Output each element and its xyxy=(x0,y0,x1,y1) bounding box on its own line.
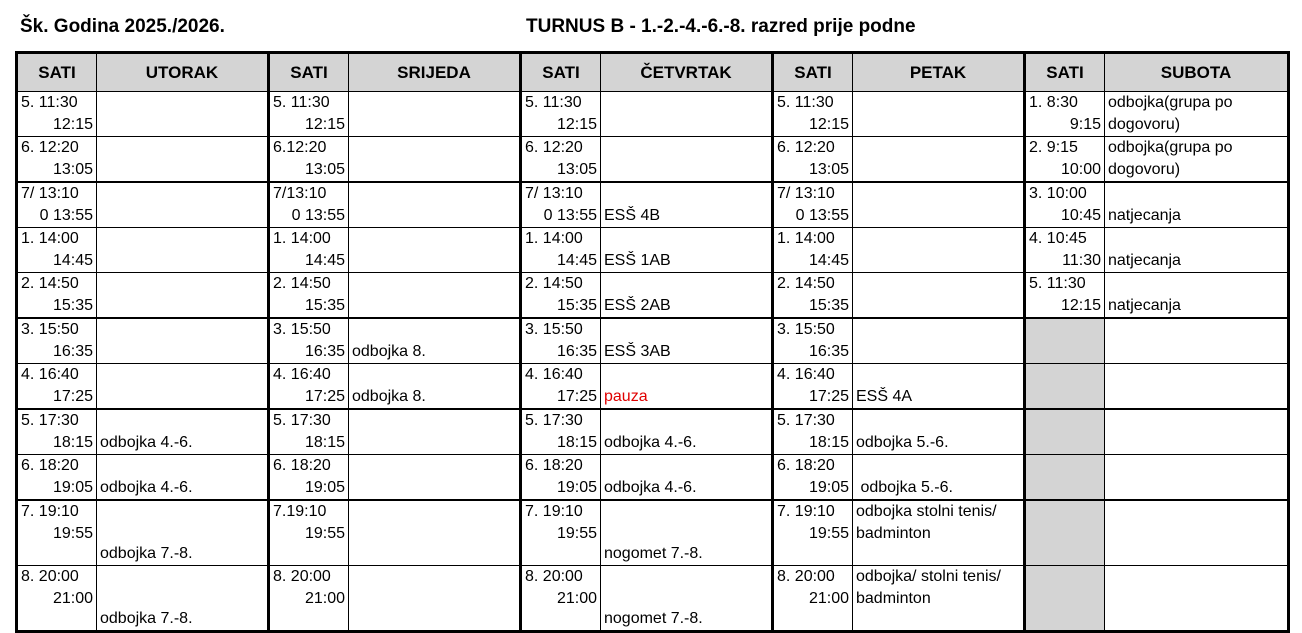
slot-end: 15:35 xyxy=(304,297,345,314)
slot-start: 8. 20:00 xyxy=(273,568,331,585)
activity-cell xyxy=(853,409,1025,455)
slot-start: 5. 17:30 xyxy=(777,412,835,429)
slot-end: 15:35 xyxy=(52,297,93,314)
activity-label: natjecanja xyxy=(1108,207,1181,224)
time-slot-cell xyxy=(773,364,853,410)
slot-start: 7/ 13:10 xyxy=(777,185,835,202)
schedule-row xyxy=(17,182,1289,228)
time-slot-cell xyxy=(773,228,853,273)
activity-label: odbojka 8. xyxy=(352,388,426,405)
slot-start: 6.12:20 xyxy=(273,139,327,156)
time-slot-cell xyxy=(269,318,349,364)
slot-start: 5. 11:30 xyxy=(1029,275,1086,292)
time-slot-cell xyxy=(1025,409,1105,455)
schedule-table xyxy=(15,51,1290,633)
slot-end: 17:25 xyxy=(304,388,345,405)
activity-cell xyxy=(853,500,1025,566)
time-slot-cell xyxy=(773,182,853,228)
slot-end: 14:45 xyxy=(556,252,597,269)
slot-end: 15:35 xyxy=(556,297,597,314)
activity-cell xyxy=(853,364,1025,410)
slot-end: 13:05 xyxy=(556,161,597,178)
activity-cell xyxy=(853,92,1025,137)
activity-cell xyxy=(601,137,773,183)
slot-start: 6. 12:20 xyxy=(21,139,79,156)
slot-end: 19:55 xyxy=(52,525,93,542)
slot-end: 18:15 xyxy=(304,434,345,451)
slot-end: 16:35 xyxy=(556,343,597,360)
col-header-sati: SATI xyxy=(17,53,97,92)
time-slot-cell xyxy=(1025,182,1105,228)
time-slot-cell xyxy=(17,364,97,410)
slot-start: 8. 20:00 xyxy=(21,568,79,585)
activity-cell xyxy=(1105,182,1289,228)
time-slot-cell xyxy=(269,566,349,632)
slot-start: 7. 19:10 xyxy=(21,503,79,520)
slot-end: 9:15 xyxy=(1069,116,1101,133)
schedule-row xyxy=(17,409,1289,455)
slot-start: 4. 10:45 xyxy=(1029,230,1087,247)
slot-end: 18:15 xyxy=(808,434,849,451)
activity-cell xyxy=(97,228,269,273)
time-slot-cell xyxy=(773,273,853,319)
schedule-row xyxy=(17,228,1289,273)
schedule-row xyxy=(17,273,1289,319)
activity-label: odbojka(grupa po dogovoru) xyxy=(1108,94,1233,133)
time-slot-cell xyxy=(773,409,853,455)
slot-start: 1. 14:00 xyxy=(273,230,331,247)
time-slot-cell xyxy=(521,500,601,566)
col-header-sati: SATI xyxy=(521,53,601,92)
time-slot-cell xyxy=(1025,566,1105,632)
activity-cell xyxy=(853,273,1025,319)
slot-start: 2. 14:50 xyxy=(525,275,583,292)
slot-end: 19:55 xyxy=(304,525,345,542)
activity-label: ESŠ 4B xyxy=(604,207,661,224)
activity-label: odbojka 8. xyxy=(352,343,426,360)
slot-start: 7/ 13:10 xyxy=(525,185,583,202)
header-row xyxy=(17,53,1289,92)
time-slot-cell xyxy=(521,92,601,137)
time-slot-cell xyxy=(269,455,349,501)
slot-start: 6. 18:20 xyxy=(273,457,331,474)
activity-label: nogomet 7.-8. xyxy=(604,610,703,627)
activity-label: odbojka 7.-8. xyxy=(100,610,193,627)
slot-end: 14:45 xyxy=(808,252,849,269)
slot-end: 0 13:55 xyxy=(543,207,597,224)
slot-end: 21:00 xyxy=(304,590,345,607)
activity-cell xyxy=(349,566,521,632)
shift-title: TURNUS B - 1.-2.-4.-6.-8. razred prije podne xyxy=(526,16,916,37)
time-slot-cell xyxy=(269,92,349,137)
col-header-sati: SATI xyxy=(1025,53,1105,92)
slot-start: 1. 14:00 xyxy=(21,230,79,247)
slot-start: 2. 14:50 xyxy=(21,275,79,292)
time-slot-cell xyxy=(17,228,97,273)
slot-end: 12:15 xyxy=(304,116,345,133)
time-slot-cell xyxy=(773,137,853,183)
activity-cell xyxy=(1105,566,1289,632)
slot-start: 4. 16:40 xyxy=(21,366,79,383)
activity-label: pauza xyxy=(604,388,648,405)
slot-start: 7. 19:10 xyxy=(777,503,835,520)
schedule-row xyxy=(17,318,1289,364)
time-slot-cell xyxy=(269,500,349,566)
time-slot-cell xyxy=(521,566,601,632)
slot-end: 17:25 xyxy=(556,388,597,405)
col-header-cetvrtak: ČETVRTAK xyxy=(601,53,773,92)
time-slot-cell xyxy=(521,455,601,501)
activity-cell xyxy=(1105,455,1289,501)
time-slot-cell xyxy=(269,273,349,319)
slot-end: 18:15 xyxy=(52,434,93,451)
slot-end: 16:35 xyxy=(808,343,849,360)
slot-start: 1. 14:00 xyxy=(525,230,583,247)
slot-end: 21:00 xyxy=(52,590,93,607)
time-slot-cell xyxy=(269,228,349,273)
activity-label: natjecanja xyxy=(1108,297,1181,314)
slot-start: 6. 18:20 xyxy=(21,457,79,474)
activity-cell xyxy=(601,92,773,137)
slot-start: 5. 17:30 xyxy=(21,412,79,429)
slot-start: 1. 14:00 xyxy=(777,230,835,247)
activity-cell xyxy=(601,318,773,364)
time-slot-cell xyxy=(521,364,601,410)
activity-cell xyxy=(601,455,773,501)
slot-end: 17:25 xyxy=(808,388,849,405)
activity-label: nogomet 7.-8. xyxy=(604,545,703,562)
slot-start: 8. 20:00 xyxy=(777,568,835,585)
activity-label: odbojka 4.-6. xyxy=(100,479,193,496)
activity-cell xyxy=(853,455,1025,501)
activity-cell xyxy=(853,182,1025,228)
slot-start: 7/13:10 xyxy=(273,185,327,202)
slot-start: 2. 14:50 xyxy=(777,275,835,292)
slot-start: 5. 11:30 xyxy=(777,94,834,111)
slot-end: 19:05 xyxy=(556,479,597,496)
activity-cell xyxy=(601,228,773,273)
activity-label: odbojka 4.-6. xyxy=(604,479,697,496)
time-slot-cell xyxy=(521,182,601,228)
time-slot-cell xyxy=(1025,92,1105,137)
activity-label: odbojka 7.-8. xyxy=(100,545,193,562)
slot-start: 6. 12:20 xyxy=(525,139,583,156)
slot-start: 4. 16:40 xyxy=(273,366,331,383)
activity-label: odbojka 5.-6. xyxy=(856,479,953,496)
time-slot-cell xyxy=(17,455,97,501)
time-slot-cell xyxy=(17,182,97,228)
slot-start: 6. 18:20 xyxy=(777,457,835,474)
time-slot-cell xyxy=(17,409,97,455)
time-slot-cell xyxy=(773,455,853,501)
time-slot-cell xyxy=(1025,318,1105,364)
activity-cell xyxy=(601,364,773,410)
time-slot-cell xyxy=(521,273,601,319)
slot-end: 14:45 xyxy=(52,252,93,269)
activity-cell xyxy=(601,182,773,228)
activity-cell xyxy=(349,409,521,455)
activity-cell xyxy=(97,273,269,319)
activity-cell xyxy=(349,92,521,137)
activity-label: odbojka 5.-6. xyxy=(856,434,949,451)
time-slot-cell xyxy=(1025,273,1105,319)
slot-start: 7/ 13:10 xyxy=(21,185,79,202)
slot-end: 0 13:55 xyxy=(795,207,849,224)
activity-label: odbojka 4.-6. xyxy=(604,434,697,451)
slot-end: 12:15 xyxy=(808,116,849,133)
col-header-srijeda: SRIJEDA xyxy=(349,53,521,92)
activity-cell xyxy=(349,273,521,319)
time-slot-cell xyxy=(1025,455,1105,501)
slot-start: 2. 14:50 xyxy=(273,275,331,292)
slot-end: 21:00 xyxy=(556,590,597,607)
time-slot-cell xyxy=(1025,137,1105,183)
slot-end: 19:05 xyxy=(52,479,93,496)
slot-start: 4. 16:40 xyxy=(525,366,583,383)
activity-cell xyxy=(601,566,773,632)
col-header-utorak: UTORAK xyxy=(97,53,269,92)
activity-cell xyxy=(97,566,269,632)
time-slot-cell xyxy=(17,137,97,183)
slot-start: 5. 11:30 xyxy=(21,94,78,111)
schedule-row xyxy=(17,364,1289,410)
activity-cell xyxy=(349,500,521,566)
slot-end: 18:15 xyxy=(556,434,597,451)
activity-cell xyxy=(97,500,269,566)
slot-start: 5. 11:30 xyxy=(273,94,330,111)
activity-label: natjecanja xyxy=(1108,252,1181,269)
schedule-row xyxy=(17,455,1289,501)
activity-cell xyxy=(97,409,269,455)
schedule-row xyxy=(17,500,1289,566)
slot-end: 11:30 xyxy=(1062,252,1101,269)
slot-start: 3. 15:50 xyxy=(777,321,835,338)
slot-start: 6. 12:20 xyxy=(777,139,835,156)
time-slot-cell xyxy=(773,318,853,364)
slot-end: 19:55 xyxy=(808,525,849,542)
time-slot-cell xyxy=(521,228,601,273)
slot-end: 12:15 xyxy=(1060,297,1101,314)
slot-end: 14:45 xyxy=(304,252,345,269)
slot-end: 13:05 xyxy=(304,161,345,178)
activity-label: ESŠ 3AB xyxy=(604,343,671,360)
activity-label: odbojka stolni tenis/ badminton xyxy=(856,503,997,542)
col-header-sati: SATI xyxy=(773,53,853,92)
time-slot-cell xyxy=(521,409,601,455)
time-slot-cell xyxy=(17,273,97,319)
col-header-sati: SATI xyxy=(269,53,349,92)
time-slot-cell xyxy=(269,182,349,228)
time-slot-cell xyxy=(1025,364,1105,410)
activity-cell xyxy=(349,228,521,273)
activity-cell xyxy=(349,364,521,410)
slot-start: 6. 18:20 xyxy=(525,457,583,474)
activity-cell xyxy=(1105,318,1289,364)
schedule-row xyxy=(17,137,1289,183)
col-header-petak: PETAK xyxy=(853,53,1025,92)
slot-start: 2. 9:15 xyxy=(1029,139,1078,156)
activity-cell xyxy=(97,92,269,137)
slot-start: 7.19:10 xyxy=(273,503,327,520)
time-slot-cell xyxy=(17,92,97,137)
time-slot-cell xyxy=(773,566,853,632)
activity-label: ESŠ 4A xyxy=(856,388,913,405)
school-year-title: Šk. Godina 2025./2026. xyxy=(20,16,225,37)
slot-end: 13:05 xyxy=(808,161,849,178)
time-slot-cell xyxy=(1025,228,1105,273)
slot-end: 19:05 xyxy=(808,479,849,496)
activity-label: odbojka/ stolni tenis/ badminton xyxy=(856,568,1001,607)
slot-start: 3. 15:50 xyxy=(273,321,331,338)
time-slot-cell xyxy=(269,137,349,183)
slot-start: 3. 15:50 xyxy=(21,321,79,338)
slot-start: 7. 19:10 xyxy=(525,503,583,520)
slot-end: 19:05 xyxy=(304,479,345,496)
activity-cell xyxy=(97,364,269,410)
time-slot-cell xyxy=(521,318,601,364)
activity-cell xyxy=(1105,364,1289,410)
slot-start: 1. 8:30 xyxy=(1029,94,1078,111)
time-slot-cell xyxy=(17,566,97,632)
slot-end: 13:05 xyxy=(52,161,93,178)
slot-end: 17:25 xyxy=(52,388,93,405)
slot-end: 12:15 xyxy=(52,116,93,133)
schedule-row xyxy=(17,92,1289,137)
activity-cell xyxy=(349,137,521,183)
time-slot-cell xyxy=(521,137,601,183)
slot-end: 21:00 xyxy=(808,590,849,607)
activity-label: ESŠ 1AB xyxy=(604,252,671,269)
slot-end: 10:00 xyxy=(1060,161,1101,178)
slot-start: 5. 17:30 xyxy=(525,412,583,429)
time-slot-cell xyxy=(269,409,349,455)
activity-cell xyxy=(853,566,1025,632)
slot-end: 0 13:55 xyxy=(291,207,345,224)
slot-end: 0 13:55 xyxy=(39,207,93,224)
activity-cell xyxy=(97,455,269,501)
activity-cell xyxy=(97,137,269,183)
time-slot-cell xyxy=(269,364,349,410)
activity-cell xyxy=(1105,92,1289,137)
slot-start: 3. 10:00 xyxy=(1029,185,1087,202)
activity-label: odbojka(grupa po dogovoru) xyxy=(1108,139,1233,178)
slot-start: 3. 15:50 xyxy=(525,321,583,338)
time-slot-cell xyxy=(17,318,97,364)
activity-cell xyxy=(1105,273,1289,319)
slot-end: 16:35 xyxy=(52,343,93,360)
activity-cell xyxy=(853,318,1025,364)
slot-end: 10:45 xyxy=(1060,207,1101,224)
col-header-subota: SUBOTA xyxy=(1105,53,1289,92)
slot-start: 8. 20:00 xyxy=(525,568,583,585)
slot-start: 4. 16:40 xyxy=(777,366,835,383)
slot-start: 5. 17:30 xyxy=(273,412,331,429)
activity-cell xyxy=(349,318,521,364)
activity-cell xyxy=(349,182,521,228)
slot-end: 12:15 xyxy=(556,116,597,133)
activity-label: ESŠ 2AB xyxy=(604,297,671,314)
activity-cell xyxy=(601,409,773,455)
activity-label: odbojka 4.-6. xyxy=(100,434,193,451)
slot-end: 19:55 xyxy=(556,525,597,542)
activity-cell xyxy=(97,182,269,228)
slot-end: 15:35 xyxy=(808,297,849,314)
activity-cell xyxy=(1105,409,1289,455)
time-slot-cell xyxy=(773,92,853,137)
time-slot-cell xyxy=(773,500,853,566)
activity-cell xyxy=(97,318,269,364)
activity-cell xyxy=(601,500,773,566)
slot-start: 5. 11:30 xyxy=(525,94,582,111)
activity-cell xyxy=(601,273,773,319)
activity-cell xyxy=(349,455,521,501)
time-slot-cell xyxy=(17,500,97,566)
schedule-row xyxy=(17,566,1289,632)
activity-cell xyxy=(853,228,1025,273)
time-slot-cell xyxy=(1025,500,1105,566)
activity-cell xyxy=(853,137,1025,183)
slot-end: 16:35 xyxy=(304,343,345,360)
activity-cell xyxy=(1105,228,1289,273)
activity-cell xyxy=(1105,500,1289,566)
activity-cell xyxy=(1105,137,1289,183)
